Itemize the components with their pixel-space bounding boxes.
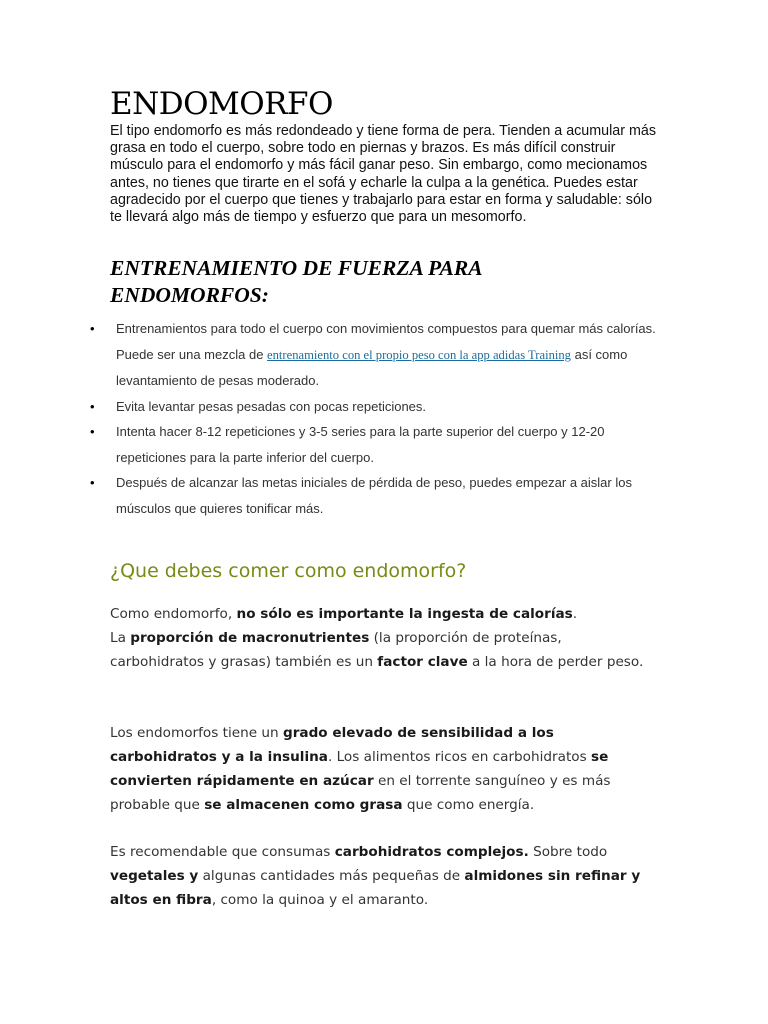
bullet-item: • Evita levantar pesas pesadas con pocas repeticiones.: [114, 394, 666, 420]
para-text: (la proporción de proteínas, carbohidratos y grasas) también es un: [110, 630, 562, 670]
strength-heading: ENTRENAMIENTO DE FUERZA PARA ENDOMORFOS:: [110, 256, 482, 307]
para-bold: se convierten rápidamente en azúcar: [110, 749, 609, 789]
para-text: a la hora de perder peso.: [467, 654, 644, 670]
para-bold: grado elevado de sensibilidad a los carbohidratos y a la insulina: [110, 725, 554, 765]
para-bold: carbohidratos complejos.: [334, 844, 529, 860]
para-text: Es recomendable que consumas: [110, 844, 335, 860]
page-title: ENDOMORFO: [110, 86, 333, 122]
bullet-item: • Después de alcanzar las metas iniciales de pérdida de peso, puedes empezar a aislar los músculos que quieres tonificar más.: [114, 470, 666, 521]
para-text: en el torrente sanguíneo y es más probable que: [110, 773, 611, 813]
para-text: Sobre todo: [528, 844, 608, 860]
insulin-paragraph: [110, 721, 658, 817]
para-text: Como endomorfo,: [110, 606, 237, 622]
bullet-text: Entrenamientos para todo el cuerpo con movimientos compuestos para quemar más calorías. Puede ser una mezcla de: [116, 321, 656, 362]
para-text: La: [110, 630, 131, 646]
macronutrients-paragraph: [110, 602, 658, 674]
para-text: algunas cantidades más pequeñas de: [198, 868, 465, 884]
para-text: , como la quinoa y el amaranto.: [211, 892, 429, 908]
para-bold: se almacenen como grasa: [204, 797, 403, 813]
para-text: Los endomorfos tiene un: [110, 725, 283, 741]
para-bold: proporción de macronutrientes: [130, 630, 370, 646]
para-bold: factor clave: [377, 654, 468, 670]
adidas-training-link[interactable]: entrenamiento con el propio peso con la app adidas Training: [267, 347, 571, 362]
eat-heading: ¿Que debes comer como endomorfo?: [110, 560, 467, 582]
bullet-item: [114, 316, 666, 394]
carbohydrates-paragraph: [110, 840, 658, 912]
bullet-text: así como levantamiento de pesas moderado.: [116, 346, 628, 388]
para-text: que como energía.: [402, 797, 535, 813]
para-bold: vegetales y: [110, 868, 199, 884]
para-text: .: [572, 606, 578, 622]
para-bold: almidones sin refinar y altos en fibra: [110, 868, 641, 908]
intro-paragraph: El tipo endomorfo es más redondeado y tiene forma de pera. Tienden a acumular más grasa en todo el cuerpo, sobre todo en piernas y brazos. Es más difícil construir músculo para el endomorfo y más fácil ganar peso. Sin embargo, como mecionamos antes, no tienes que tirarte en el sofá y echarle la culpa a la genética. Puedes estar agradecido por el cuerpo que tienes y trabajarlo para estar en forma y saludable: sólo te llevará algo más de tiempo y esfuerzo que para un mesomorfo.: [110, 123, 656, 226]
bullet-item: • Intenta hacer 8-12 repeticiones y 3-5 series para la parte superior del cuerpo y 12-20 repeticiones para la parte inferior del cuerpo.: [114, 419, 666, 470]
strength-bullet-list: [114, 316, 666, 521]
para-text: . Los alimentos ricos en carbohidratos: [327, 749, 591, 765]
para-bold: no sólo es importante la ingesta de calorías: [236, 606, 573, 622]
